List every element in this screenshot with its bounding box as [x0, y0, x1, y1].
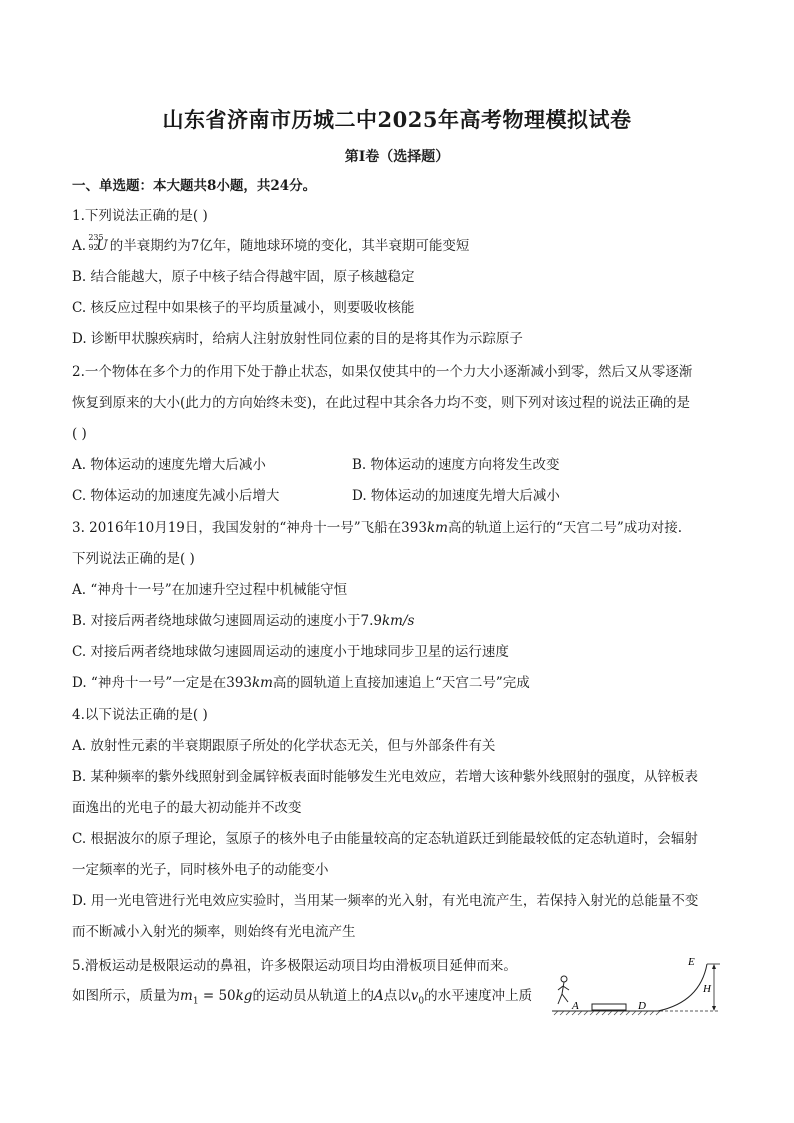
q4-option-b-line2: 面逸出的光电子的最大初动能并不改变	[72, 800, 302, 816]
skateboard-track-figure	[550, 952, 725, 1022]
q4-option-d-line1: D. 用一光电管进行光电效应实验时，当用某一频率的光入射，有光电流产生，若保持入射光的总能量不变	[72, 893, 699, 909]
section-heading: 一、单选题：本大题共8小题，共24分。	[72, 178, 317, 194]
q4-option-c-line1: C. 根据波尔的原子理论，氢原子的核外电子由能量较高的定态轨道跃迁到能最较低的定态轨道时，会辐射	[72, 831, 698, 847]
q3-option-d	[72, 673, 530, 693]
nuclide-mass-number: 235	[88, 233, 104, 242]
skater-figure	[558, 976, 569, 1004]
label-h: H	[703, 983, 711, 995]
q4-option-a: A. 放射性元素的半衰期跟原子所处的化学状态无关，但与外部条件有关	[72, 738, 496, 754]
q3-option-c: C. 对接后两者绕地球做匀速圆周运动的速度小于地球同步卫星的运行速度	[72, 644, 509, 660]
q3-stem-pre: 3. 2016年10月19日，我国发射的“神舟十一号”飞船在393	[72, 520, 427, 536]
q5-m1-symbol: m	[180, 988, 193, 1004]
arrow-head-down	[712, 1006, 716, 1011]
exam-title: 山东省济南市历城二中2025年高考物理模拟试卷	[162, 107, 632, 132]
q5-mid: 的运动员从轨道上的	[252, 988, 374, 1004]
exam-subtitle: 第I卷（选择题）	[344, 149, 450, 165]
q5-post: 的水平速度冲上质	[424, 988, 533, 1004]
q5-m1-unit: kg	[235, 988, 253, 1004]
q1-option-d: D. 诊断甲状腺疾病时，给病人注射放射性同位素的目的是将其作为示踪原子	[72, 331, 523, 347]
q3-d-pre: D. “神舟十一号”一定是在393	[72, 675, 252, 691]
label-e: E	[688, 956, 695, 968]
q5-stem-line1: 5.滑板运动是极限运动的鼻祖，许多极限运动项目均由滑板项目延伸而来。	[72, 958, 517, 974]
q5-pre: 如图所示，质量为	[72, 988, 180, 1004]
q2-stem-line3: ( )	[72, 426, 87, 442]
label-d: D	[638, 1000, 646, 1012]
q1-stem: 1.下列说法正确的是( )	[72, 208, 208, 224]
q5-point-a: A	[373, 988, 384, 1004]
arrow-head-up	[712, 964, 716, 969]
q1-option-c: C. 核反应过程中如果核子的平均质量减小，则要吸收核能	[72, 300, 415, 316]
q4-option-d-line2: 而不断减小入射光的频率，则始终有光电流产生	[72, 924, 356, 940]
q3-option-a: A. “神舟十一号”在加速升空过程中机械能守恒	[72, 582, 348, 598]
label-a: A	[572, 1000, 579, 1012]
q5-mid2: 点以	[383, 988, 411, 1004]
q1-a-prefix: A.	[72, 238, 91, 254]
q3-unit-km: km	[426, 520, 448, 536]
q1-a-nuclide	[88, 233, 108, 256]
q3-b-unit: km/s	[381, 613, 415, 629]
ramp-curve	[658, 964, 707, 1011]
q2-stem-line1: 2.一个物体在多个力的作用下处于静止状态，如果仅使其中的一个力大小逐渐减小到零，然后又从零逐渐	[72, 364, 693, 380]
q5-v0-subscript: 0	[418, 996, 425, 1007]
q3-stem-line1	[72, 518, 682, 538]
q3-d-post: 高的圆轨道上直接加速追上“天宫二号”完成	[272, 675, 530, 691]
q2-option-c: C. 物体运动的加速度先减小后增大	[72, 488, 280, 504]
q5-stem-line2	[72, 986, 532, 1012]
q4-option-b-line1: B. 某种频率的紫外线照射到金属锌板表面时能够发生光电效应，若增大该种紫外线照射的强度，从锌板表	[72, 769, 699, 785]
q3-b-pre: B. 对接后两者绕地球做匀速圆周运动的速度小于7.9	[72, 613, 382, 629]
q5-m1-value: = 50	[198, 988, 236, 1004]
nuclide-atomic-number: 92	[88, 243, 99, 252]
q2-option-a: A. 物体运动的速度先增大后减小	[72, 457, 266, 473]
q3-stem-post: 高的轨道上运行的“天宫二号”成功对接.	[447, 520, 683, 536]
q5-m1-subscript: 1	[192, 996, 199, 1007]
nuclide-symbol: U	[96, 238, 108, 254]
q2-stem-line2: 恢复到原来的大小(此力的方向始终未变)，在此过程中其余各力均不变，则下列对该过程的说法正确的是	[72, 395, 691, 411]
q3-d-unit: km	[252, 675, 273, 691]
q2-option-b: B. 物体运动的速度方向将发生改变	[352, 457, 560, 473]
q4-option-c-line2: 一定频率的光子，同时核外电子的动能变小	[72, 862, 329, 878]
q1-a-text: 的半衰期约为7亿年，随地球环境的变化，其半衰期可能变短	[109, 238, 470, 254]
q2-option-d: D. 物体运动的加速度先增大后减小	[352, 488, 560, 504]
board-block	[592, 1004, 626, 1010]
q1-option-b: B. 结合能越大，原子中核子结合得越牢固，原子核越稳定	[72, 269, 415, 285]
q3-option-b	[72, 611, 414, 631]
q5-v0-symbol: v	[410, 988, 419, 1004]
q4-stem: 4.以下说法正确的是( )	[72, 707, 208, 723]
q3-stem-line2: 下列说法正确的是( )	[72, 551, 195, 567]
q1-option-a	[72, 233, 470, 256]
